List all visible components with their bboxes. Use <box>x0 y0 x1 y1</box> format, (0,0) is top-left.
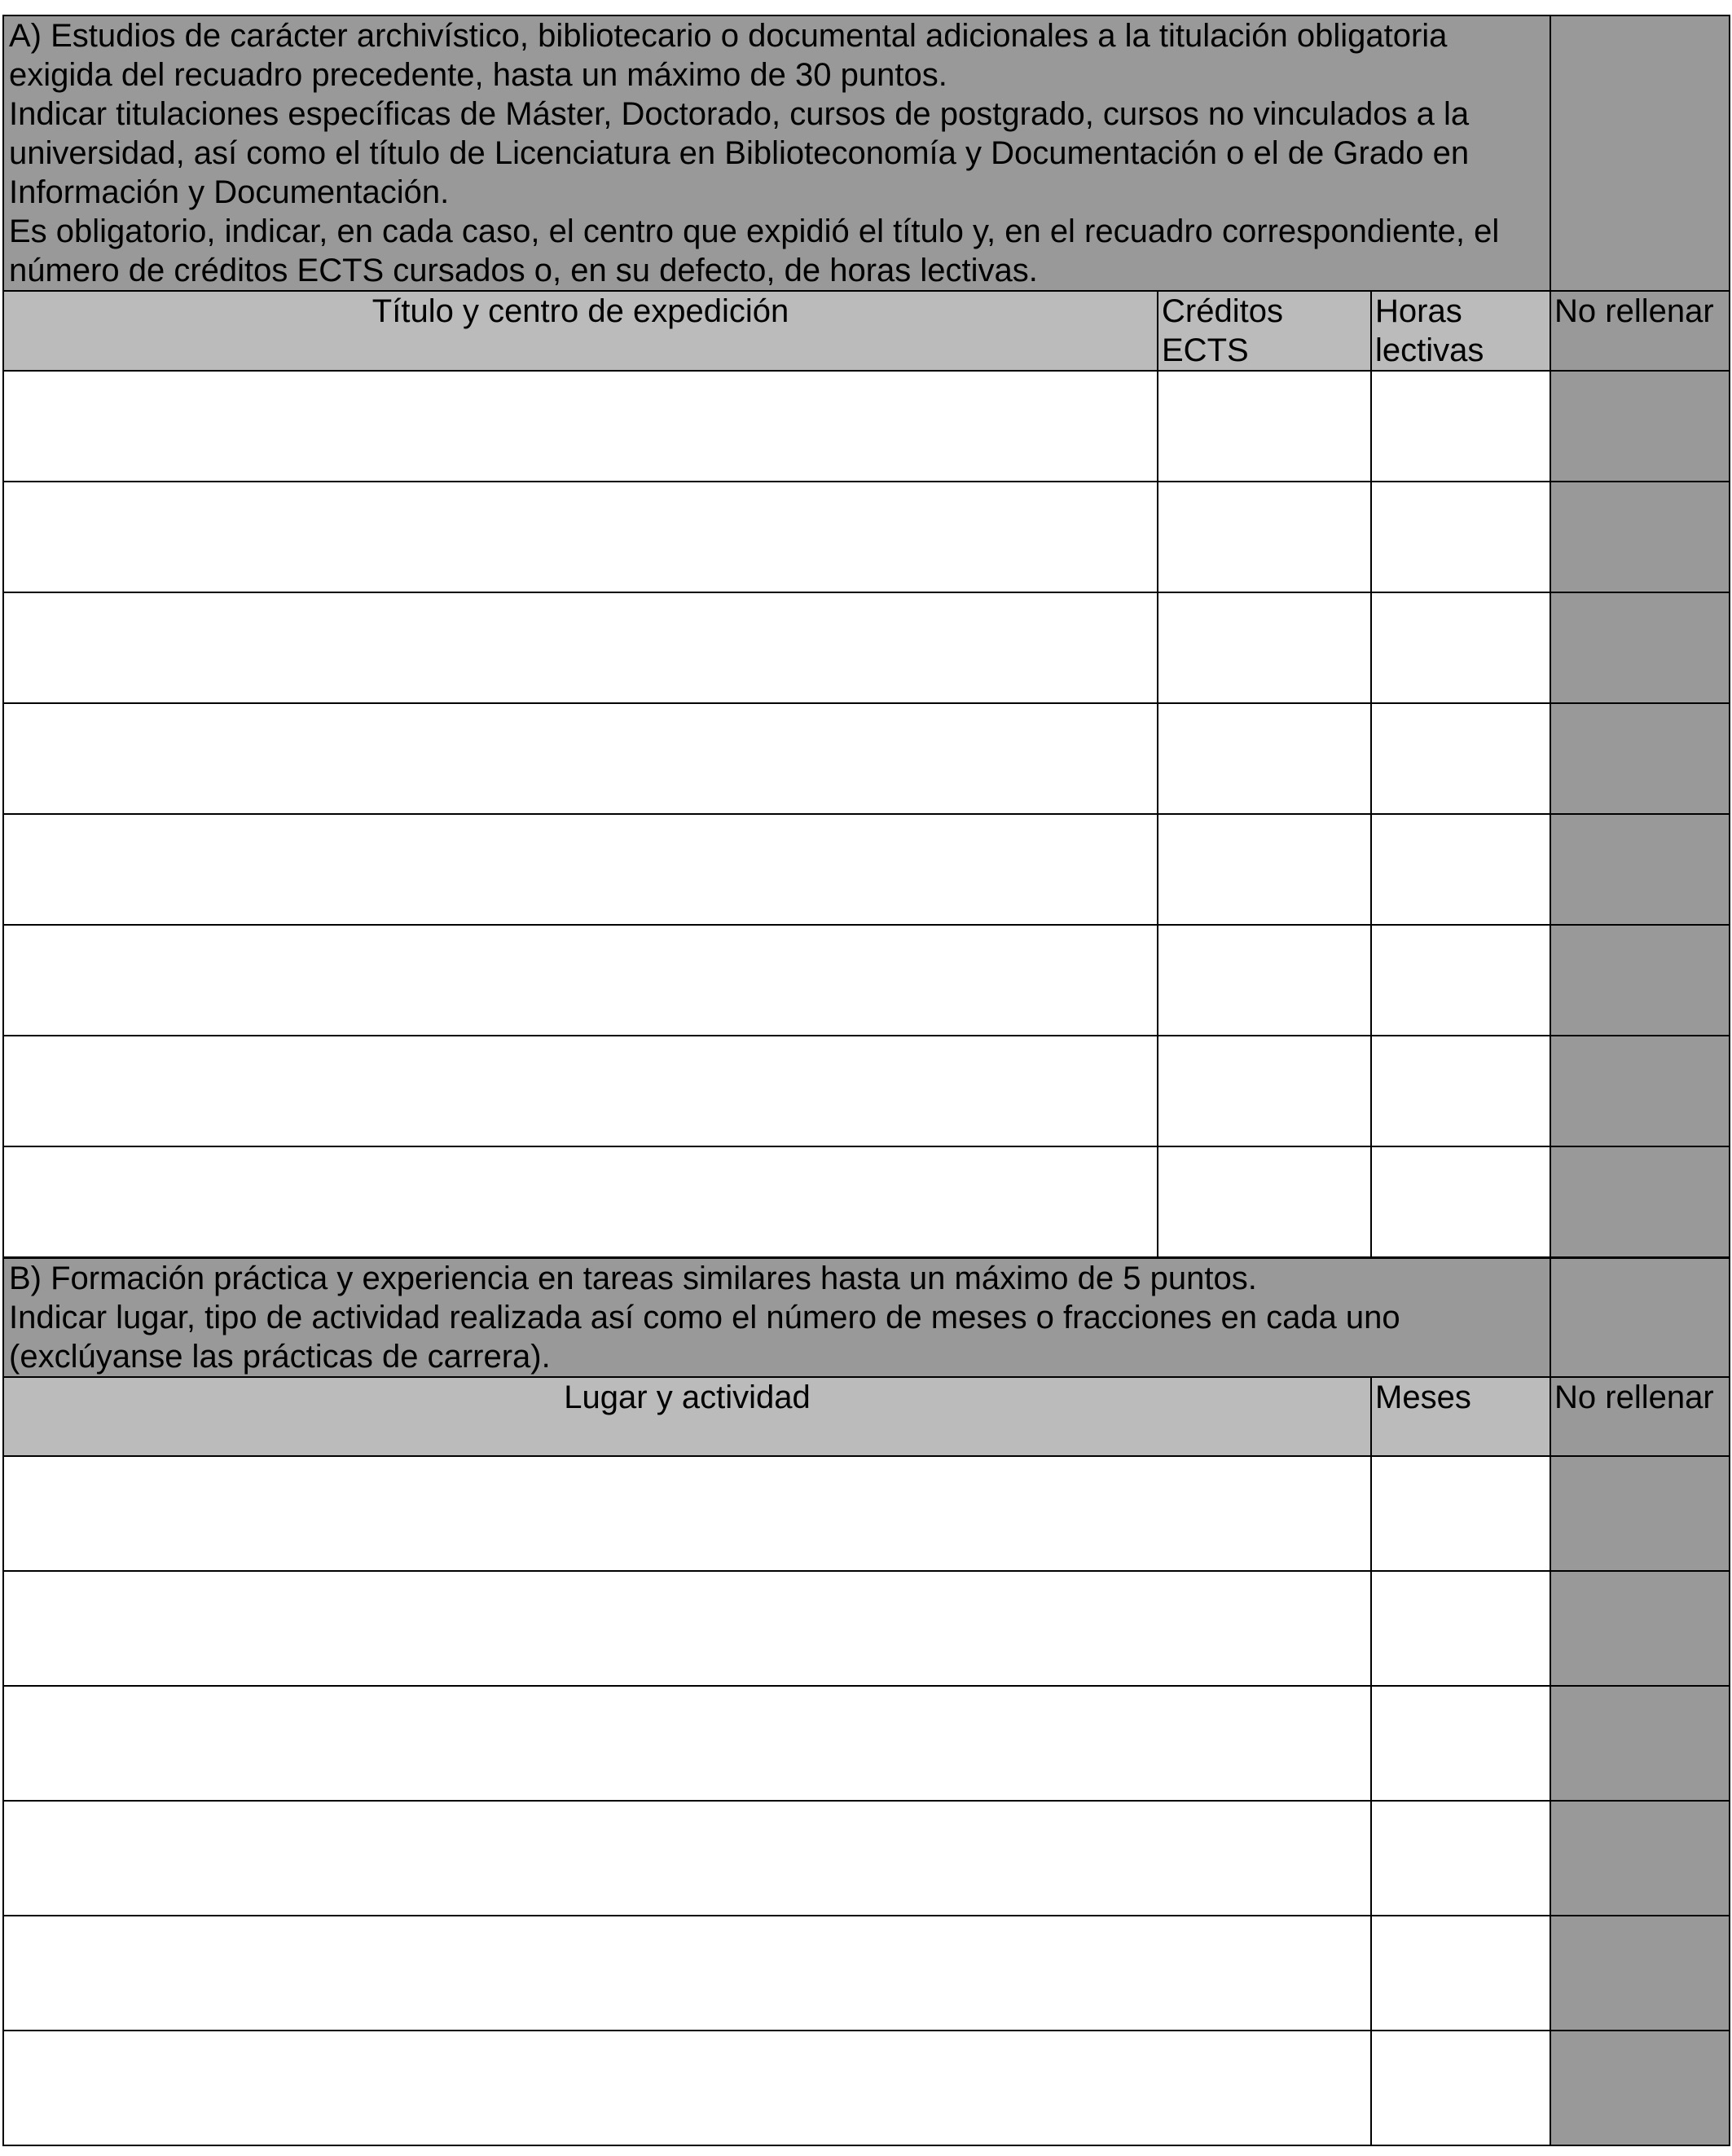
lugar-input-cell[interactable] <box>3 1686 1371 1801</box>
table-row <box>3 592 1730 703</box>
no-rellenar-cell <box>1550 2031 1730 2145</box>
table-row <box>3 1571 1730 1686</box>
table-row <box>3 371 1730 482</box>
horas-input-cell[interactable] <box>1371 371 1550 482</box>
no-rellenar-cell <box>1550 1686 1730 1801</box>
lugar-input-cell[interactable] <box>3 1571 1371 1686</box>
section-a-header-row <box>3 291 1730 371</box>
section-b-intro <box>3 1258 1550 1377</box>
horas-input-cell[interactable] <box>1371 814 1550 925</box>
table-row <box>3 1146 1730 1257</box>
meses-input-cell[interactable] <box>1371 1571 1550 1686</box>
horas-input-cell[interactable] <box>1371 703 1550 814</box>
header-no-rellenar: No rellenar <box>1550 1377 1730 1456</box>
no-rellenar-cell <box>1550 482 1730 592</box>
table-row <box>3 1036 1730 1146</box>
no-rellenar-cell <box>1550 592 1730 703</box>
titulo-input-cell[interactable] <box>3 925 1158 1036</box>
no-rellenar-cell <box>1550 371 1730 482</box>
table-row <box>3 2031 1730 2145</box>
table-row <box>3 703 1730 814</box>
horas-input-cell[interactable] <box>1371 1036 1550 1146</box>
section-b-header-row <box>3 1377 1730 1456</box>
table-row <box>3 1456 1730 1571</box>
titulo-input-cell[interactable] <box>3 371 1158 482</box>
titulo-input-cell[interactable] <box>3 592 1158 703</box>
creditos-input-cell[interactable] <box>1158 482 1371 592</box>
meses-input-cell[interactable] <box>1371 1801 1550 1916</box>
section-a-intro-line: Indicar titulaciones específicas de Máster, Doctorado, cursos de postgrado, cursos no vinculados a la universidad, así como el título de Licenciatura en Biblioteconomía y Documentación o el de Grado en Información y Documentación. <box>9 96 1470 210</box>
titulo-input-cell[interactable] <box>3 1036 1158 1146</box>
horas-input-cell[interactable] <box>1371 1146 1550 1257</box>
creditos-input-cell[interactable] <box>1158 925 1371 1036</box>
no-rellenar-cell <box>1550 1456 1730 1571</box>
table-row <box>3 814 1730 925</box>
section-b-intro-line: B) Formación práctica y experiencia en tareas similares hasta un máximo de 5 puntos. <box>9 1261 1257 1296</box>
no-rellenar-cell <box>1550 1036 1730 1146</box>
creditos-input-cell[interactable] <box>1158 1036 1371 1146</box>
header-horas: Horas lectivas <box>1371 291 1550 371</box>
section-a-intro <box>3 15 1550 291</box>
table-row <box>3 1686 1730 1801</box>
section-a-intro-line: Es obligatorio, indicar, en cada caso, el centro que expidió el título y, en el recuadro correspondiente, el número de créditos ECTS cursados o, en su defecto, de horas lectivas. <box>9 213 1500 288</box>
horas-input-cell[interactable] <box>1371 592 1550 703</box>
table-row <box>3 1801 1730 1916</box>
section-b-intro-row <box>3 1258 1730 1377</box>
meses-input-cell[interactable] <box>1371 1686 1550 1801</box>
horas-input-cell[interactable] <box>1371 482 1550 592</box>
no-rellenar-cell <box>1550 1571 1730 1686</box>
titulo-input-cell[interactable] <box>3 1146 1158 1257</box>
titulo-input-cell[interactable] <box>3 703 1158 814</box>
meses-input-cell[interactable] <box>1371 1916 1550 2031</box>
meses-input-cell[interactable] <box>1371 2031 1550 2145</box>
no-rellenar-cell <box>1550 925 1730 1036</box>
header-creditos: Créditos ECTS <box>1158 291 1371 371</box>
header-lugar: Lugar y actividad <box>3 1377 1371 1456</box>
no-rellenar-cell <box>1550 1801 1730 1916</box>
creditos-input-cell[interactable] <box>1158 371 1371 482</box>
lugar-input-cell[interactable] <box>3 2031 1371 2145</box>
section-a-table <box>2 15 1730 1258</box>
section-a-intro-line: A) Estudios de carácter archivístico, bibliotecario o documental adicionales a la titulación obligatoria exigida del recuadro precedente, hasta un máximo de 30 puntos. <box>9 18 1448 93</box>
header-meses: Meses <box>1371 1377 1550 1456</box>
no-rellenar-cell <box>1550 703 1730 814</box>
titulo-input-cell[interactable] <box>3 814 1158 925</box>
no-rellenar-cell <box>1550 1916 1730 2031</box>
lugar-input-cell[interactable] <box>3 1916 1371 2031</box>
table-row <box>3 1916 1730 2031</box>
table-row <box>3 482 1730 592</box>
no-rellenar-cell <box>1550 1258 1730 1377</box>
creditos-input-cell[interactable] <box>1158 703 1371 814</box>
section-b-intro-line: Indicar lugar, tipo de actividad realizada así como el número de meses o fracciones en cada uno (exclúyanse las prácticas de carrera). <box>9 1300 1400 1375</box>
creditos-input-cell[interactable] <box>1158 1146 1371 1257</box>
lugar-input-cell[interactable] <box>3 1801 1371 1916</box>
no-rellenar-cell <box>1550 814 1730 925</box>
creditos-input-cell[interactable] <box>1158 592 1371 703</box>
titulo-input-cell[interactable] <box>3 482 1158 592</box>
horas-input-cell[interactable] <box>1371 925 1550 1036</box>
section-a-intro-row <box>3 15 1730 291</box>
creditos-input-cell[interactable] <box>1158 814 1371 925</box>
header-no-rellenar: No rellenar <box>1550 291 1730 371</box>
meses-input-cell[interactable] <box>1371 1456 1550 1571</box>
table-row <box>3 925 1730 1036</box>
section-b-table <box>2 1257 1730 2146</box>
header-titulo: Título y centro de expedición <box>3 291 1158 371</box>
lugar-input-cell[interactable] <box>3 1456 1371 1571</box>
no-rellenar-cell <box>1550 1146 1730 1257</box>
no-rellenar-cell <box>1550 15 1730 291</box>
